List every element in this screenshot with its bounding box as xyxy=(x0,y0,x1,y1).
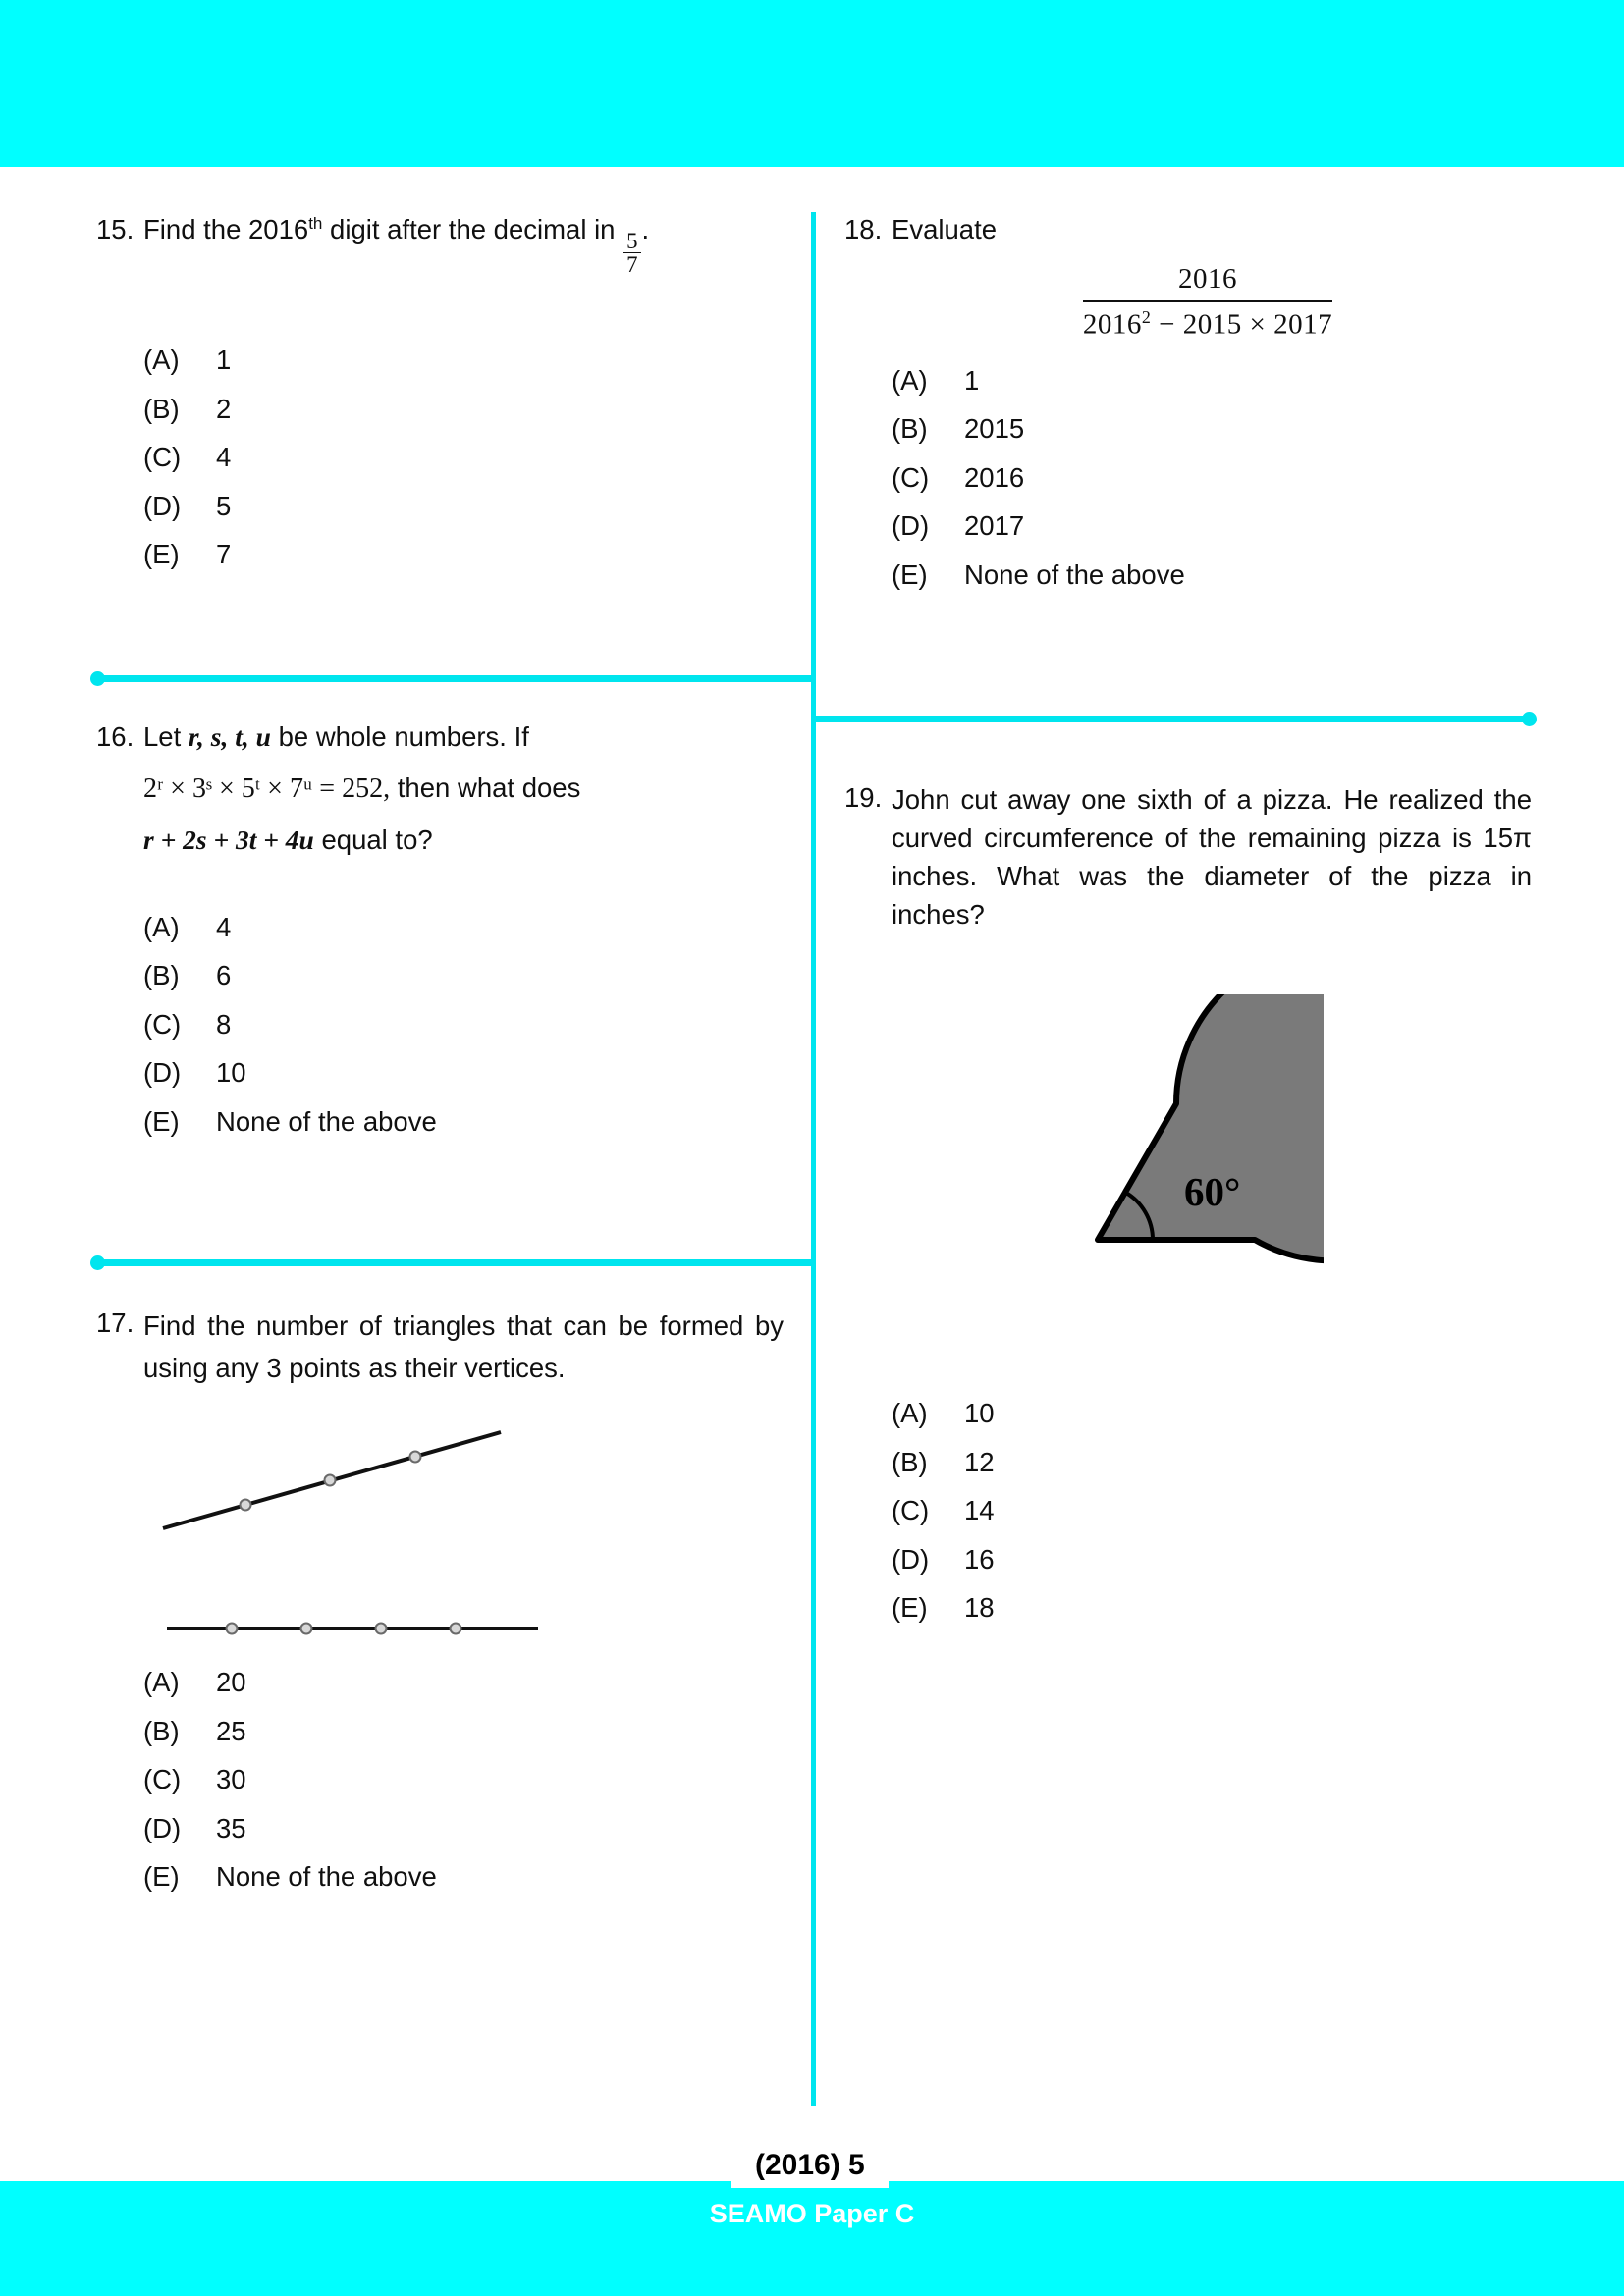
option-label: (D) xyxy=(143,1057,182,1089)
horizontal-point xyxy=(451,1624,461,1634)
option-label: (D) xyxy=(892,1543,930,1575)
question-17-number: 17. xyxy=(96,1308,135,1338)
question-18-expression xyxy=(884,247,1532,342)
option-row[interactable] xyxy=(892,1446,1532,1477)
q15-text-after: digit after the decimal in xyxy=(322,214,623,244)
denominator-exponent: 2 xyxy=(1141,307,1152,328)
option-label: (D) xyxy=(892,510,930,542)
option-label: (B) xyxy=(892,413,928,445)
option-label: (C) xyxy=(892,461,930,493)
option-label: (C) xyxy=(143,1764,182,1795)
q16-line3 xyxy=(143,823,784,858)
fraction-denominator xyxy=(1083,300,1332,342)
option-label: (E) xyxy=(892,559,928,590)
option-row[interactable] xyxy=(143,393,784,424)
option-value: 6 xyxy=(216,960,232,991)
option-row[interactable] xyxy=(892,415,1532,443)
q16-line1-tail: be whole numbers. If xyxy=(270,721,529,752)
option-label: (A) xyxy=(143,911,180,942)
question-15-number: 15. xyxy=(96,214,135,244)
option-label: (A) xyxy=(892,1398,928,1429)
question-18-text: Evaluate xyxy=(892,214,998,244)
fraction-numerator: 2016 xyxy=(1178,263,1237,295)
q16-expression: r + 2s + 3t + 4u xyxy=(143,825,314,856)
option-label: (D) xyxy=(143,490,182,521)
option-row[interactable] xyxy=(143,1105,784,1137)
option-value: 7 xyxy=(216,539,232,570)
divider-q16-q17 xyxy=(96,1259,816,1266)
option-label: (E) xyxy=(143,1861,180,1893)
q15-ordinal-suffix: th xyxy=(308,213,323,233)
option-label: (A) xyxy=(143,1667,180,1698)
question-15-statement xyxy=(96,212,784,276)
option-value: 25 xyxy=(216,1715,246,1746)
question-17-options xyxy=(143,1669,784,1891)
option-value: 5 xyxy=(216,490,232,521)
option-row[interactable] xyxy=(143,1008,784,1040)
option-row[interactable] xyxy=(892,1543,1532,1575)
footer-paper-title: SEAMO Paper C xyxy=(709,2199,915,2228)
option-row[interactable] xyxy=(143,541,784,568)
question-16-statement xyxy=(96,720,784,859)
option-value: 4 xyxy=(216,442,232,473)
option-value: 2015 xyxy=(964,413,1025,445)
option-row[interactable] xyxy=(892,1594,1532,1622)
option-value: 10 xyxy=(216,1057,246,1089)
question-19-text: John cut away one sixth of a pizza. He realized the curved circumference of the remaining pizza is 15π inches. What was the diameter of the pizza in inches? xyxy=(892,784,1532,931)
question-18 xyxy=(844,212,1532,610)
question-16-number: 16. xyxy=(96,721,135,752)
option-row[interactable] xyxy=(143,1059,784,1087)
divider-dot-icon xyxy=(90,1255,105,1270)
option-value: 35 xyxy=(216,1812,246,1843)
option-label: (E) xyxy=(892,1592,928,1624)
q16-equation: 2ʳ × 3ˢ × 5ᵗ × 7ᵘ = 252, xyxy=(143,774,391,805)
q15-trailing-period: . xyxy=(641,214,650,244)
divider-dot-icon xyxy=(90,671,105,686)
denominator-rest: − 2015 × 2017 xyxy=(1151,308,1333,341)
option-label: (A) xyxy=(892,364,928,396)
fraction-numerator: 5 xyxy=(626,228,638,253)
option-value: None of the above xyxy=(216,1105,437,1137)
option-value: 4 xyxy=(216,911,232,942)
option-row[interactable] xyxy=(892,461,1532,493)
question-16-text xyxy=(143,720,784,859)
q16-variables: r, s, t, u xyxy=(188,721,271,752)
option-row[interactable] xyxy=(143,1863,784,1891)
header-band xyxy=(0,0,1624,167)
option-row[interactable] xyxy=(143,1715,784,1746)
option-value: 18 xyxy=(964,1592,995,1624)
horizontal-point xyxy=(376,1624,387,1634)
option-label: (B) xyxy=(143,393,180,424)
question-16 xyxy=(96,720,784,1156)
question-19-statement xyxy=(844,780,1532,934)
q15-text-before: Find the 2016 xyxy=(143,214,309,244)
question-15-options xyxy=(143,347,784,568)
option-row[interactable] xyxy=(892,512,1532,540)
question-16-options xyxy=(143,911,784,1137)
option-value: 1 xyxy=(216,345,232,376)
evaluate-fraction xyxy=(1041,263,1375,342)
option-value: None of the above xyxy=(216,1861,437,1893)
option-row[interactable] xyxy=(892,561,1532,589)
question-18-number: 18. xyxy=(844,214,883,244)
option-row[interactable] xyxy=(892,1497,1532,1524)
fraction-five-sevenths xyxy=(623,230,640,277)
question-17-statement xyxy=(96,1306,784,1389)
question-17-text: Find the number of triangles that can be formed by using any 3 points as their vertices. xyxy=(143,1310,784,1383)
figure-pizza-with-sector-removed xyxy=(931,994,1532,1382)
option-row[interactable] xyxy=(892,364,1532,396)
question-15-text xyxy=(143,212,784,276)
option-row[interactable] xyxy=(143,1669,784,1696)
question-17 xyxy=(96,1306,784,1912)
option-value: 10 xyxy=(964,1398,995,1429)
option-value: 2017 xyxy=(964,510,1025,542)
two-lines-diagram-svg xyxy=(145,1413,558,1658)
q16-line2 xyxy=(143,771,784,807)
option-value: 8 xyxy=(216,1008,232,1040)
option-value: 16 xyxy=(964,1543,995,1575)
diagonal-point xyxy=(325,1475,336,1486)
option-value: 2 xyxy=(216,393,232,424)
question-19 xyxy=(844,780,1532,1643)
option-label: (B) xyxy=(892,1446,928,1477)
figure-two-lines-with-points xyxy=(145,1413,784,1663)
option-label: (B) xyxy=(143,1715,180,1746)
option-label: (E) xyxy=(143,539,180,570)
horizontal-point xyxy=(301,1624,312,1634)
option-value: 12 xyxy=(964,1446,995,1477)
option-value: 20 xyxy=(216,1667,246,1698)
option-row[interactable] xyxy=(143,1766,784,1793)
option-value: 30 xyxy=(216,1764,246,1795)
page-number-tag: (2016) 5 xyxy=(731,2145,889,2188)
divider-q15-q16 xyxy=(96,675,816,682)
option-value: 14 xyxy=(964,1495,995,1526)
divider-q18-q19 xyxy=(811,716,1531,722)
divider-dot-icon xyxy=(1522,712,1537,726)
option-row[interactable] xyxy=(143,444,784,471)
angle-label: 60° xyxy=(1184,1169,1241,1215)
option-value: 1 xyxy=(964,364,980,396)
pizza-diagram-svg xyxy=(931,994,1324,1377)
option-row[interactable] xyxy=(143,911,784,942)
option-label: (C) xyxy=(892,1495,930,1526)
option-label: (B) xyxy=(143,960,180,991)
q16-line3-tail: equal to? xyxy=(313,825,433,856)
option-label: (D) xyxy=(143,1812,182,1843)
option-value: 2016 xyxy=(964,461,1025,493)
option-row[interactable] xyxy=(143,962,784,989)
option-row[interactable] xyxy=(143,1812,784,1843)
question-19-number: 19. xyxy=(844,782,883,813)
option-label: (C) xyxy=(143,1008,182,1040)
question-18-statement xyxy=(844,212,1532,247)
diagonal-point xyxy=(241,1500,251,1511)
option-label: (C) xyxy=(143,442,182,473)
option-row[interactable] xyxy=(892,1400,1532,1427)
q16-line2-tail: then what does xyxy=(390,773,581,804)
option-row[interactable] xyxy=(143,347,784,374)
question-15 xyxy=(96,212,784,590)
option-label: (A) xyxy=(143,345,180,376)
denominator-base: 2016 xyxy=(1082,308,1142,341)
column-divider xyxy=(811,212,816,2106)
diagonal-point xyxy=(410,1452,421,1463)
option-value: None of the above xyxy=(964,559,1185,590)
q16-line1-lead: Let xyxy=(143,721,189,752)
horizontal-point xyxy=(227,1624,238,1634)
fraction-denominator: 7 xyxy=(623,252,640,276)
question-19-options xyxy=(892,1400,1532,1622)
option-row[interactable] xyxy=(143,490,784,521)
question-18-options xyxy=(892,364,1532,590)
option-label: (E) xyxy=(143,1105,180,1137)
pizza-remaining-shape xyxy=(1098,994,1324,1260)
